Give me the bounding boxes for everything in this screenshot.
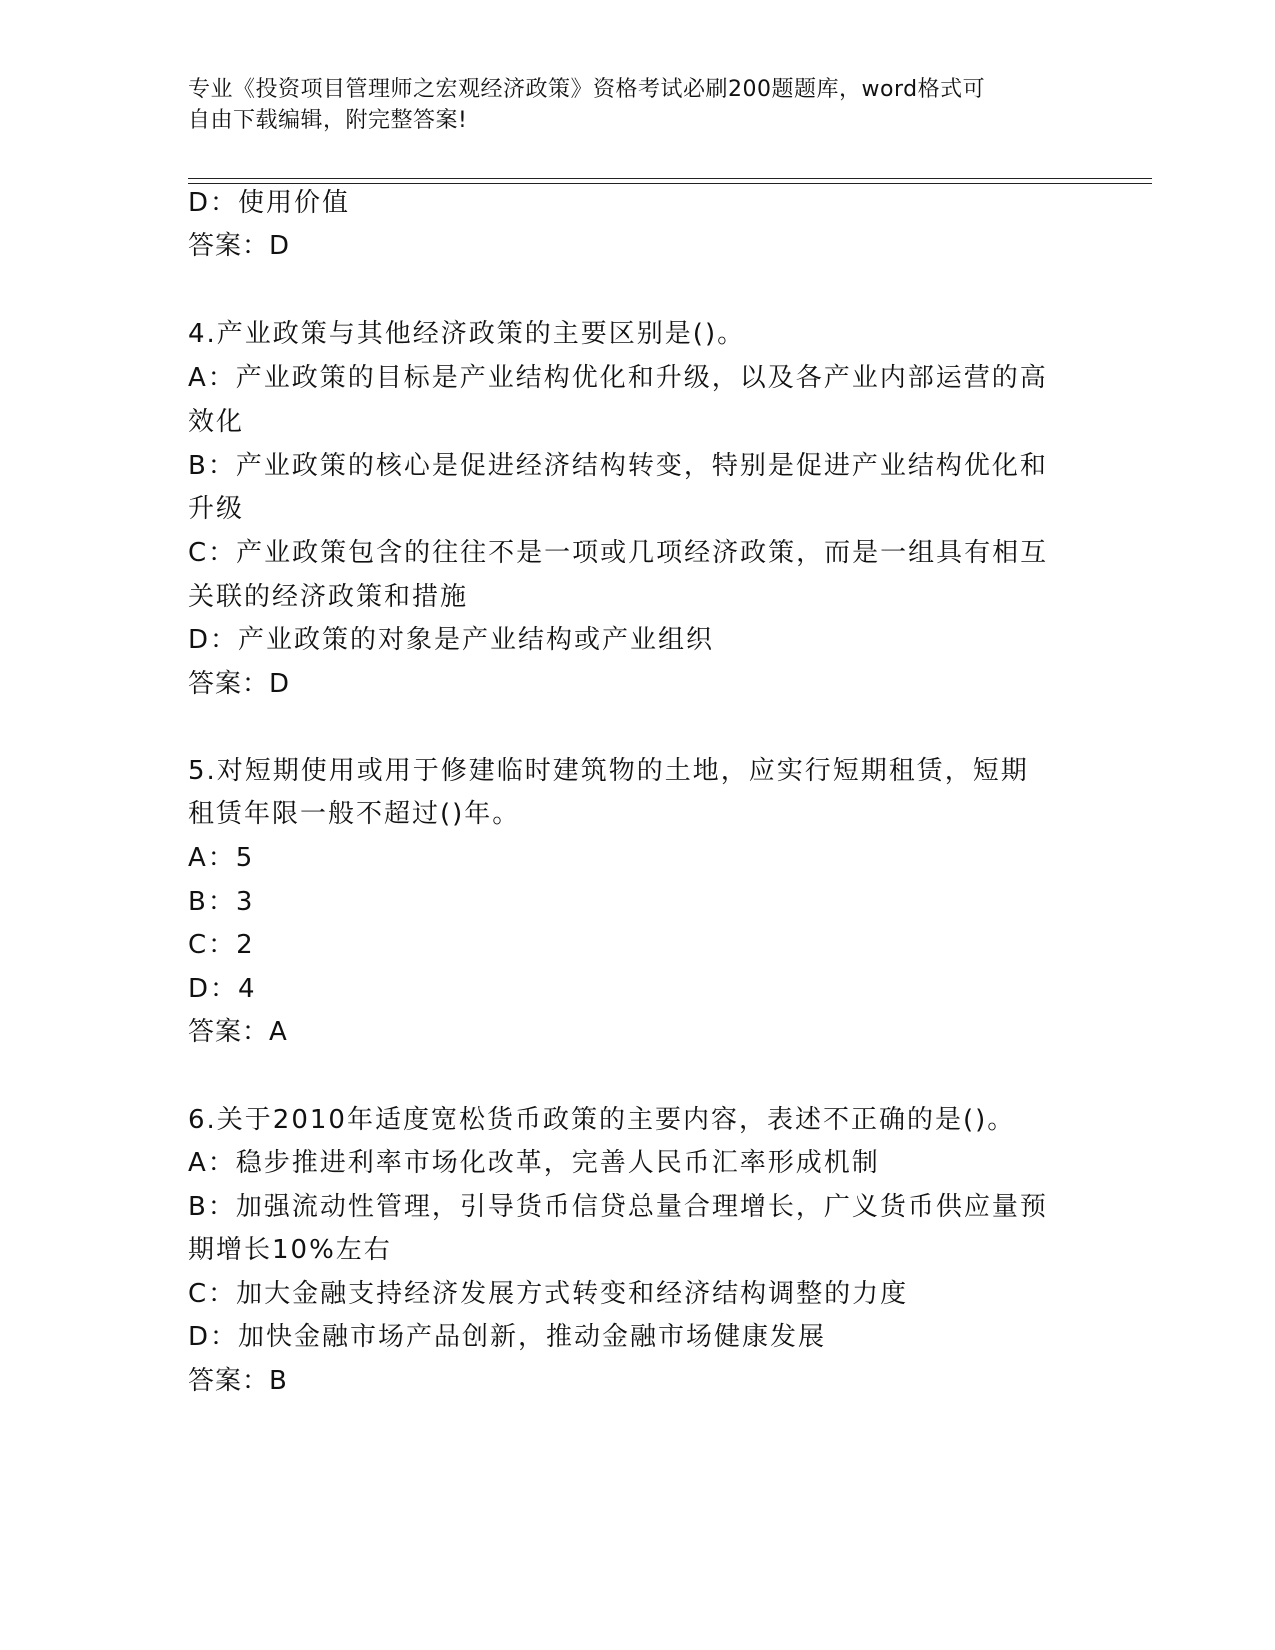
option-c-q4-cont: 关联的经济政策和措施 xyxy=(188,582,469,612)
option-a-q5: A：5 xyxy=(188,843,255,873)
question-5: 5.对短期使用或用于修建临时建筑物的土地，应实行短期租赁，短期 xyxy=(188,756,1029,786)
option-b-q5: B：3 xyxy=(188,887,255,917)
header-rule-bottom xyxy=(188,183,1152,184)
option-d-q4: D：产业政策的对象是产业结构或产业组织 xyxy=(188,625,715,655)
option-a-q4-cont: 效化 xyxy=(188,407,245,437)
option-c-q4: C：产业政策包含的往往不是一项或几项经济政策，而是一组具有相互 xyxy=(188,538,1049,568)
question-5-cont: 租赁年限一般不超过()年。 xyxy=(188,799,521,829)
answer-q6: 答案：B xyxy=(188,1366,288,1396)
header-line-2: 自由下载编辑，附完整答案! xyxy=(188,108,468,133)
option-b-q4-cont: 升级 xyxy=(188,494,245,524)
option-b-q4: B：产业政策的核心是促进经济结构转变，特别是促进产业结构优化和 xyxy=(188,451,1048,481)
header-line-1: 专业《投资项目管理师之宏观经济政策》资格考试必刷200题题库，word格式可 xyxy=(188,77,986,102)
question-6: 6.关于2010年适度宽松货币政策的主要内容，表述不正确的是()。 xyxy=(188,1105,1016,1135)
document-header xyxy=(188,74,1068,136)
option-b-q6-cont: 期增长10%左右 xyxy=(188,1235,392,1265)
option-a-q6: A：稳步推进利率市场化改革，完善人民币汇率形成机制 xyxy=(188,1148,880,1178)
option-c-q5: C：2 xyxy=(188,930,255,960)
option-d-q3: D：使用价值 xyxy=(188,188,351,218)
option-d-q6: D：加快金融市场产品创新，推动金融市场健康发展 xyxy=(188,1322,827,1352)
option-c-q6: C：加大金融支持经济发展方式转变和经济结构调整的力度 xyxy=(188,1279,909,1309)
answer-q4: 答案：D xyxy=(188,669,291,699)
question-4: 4.产业政策与其他经济政策的主要区别是()。 xyxy=(188,319,746,349)
answer-q5: 答案：A xyxy=(188,1017,288,1047)
option-a-q4: A：产业政策的目标是产业结构优化和升级，以及各产业内部运营的高 xyxy=(188,363,1048,393)
option-d-q5: D：4 xyxy=(188,974,257,1004)
answer-q3: 答案：D xyxy=(188,231,291,261)
option-b-q6: B：加强流动性管理，引导货币信贷总量合理增长，广义货币供应量预 xyxy=(188,1192,1048,1222)
header-rule-top xyxy=(188,178,1152,179)
